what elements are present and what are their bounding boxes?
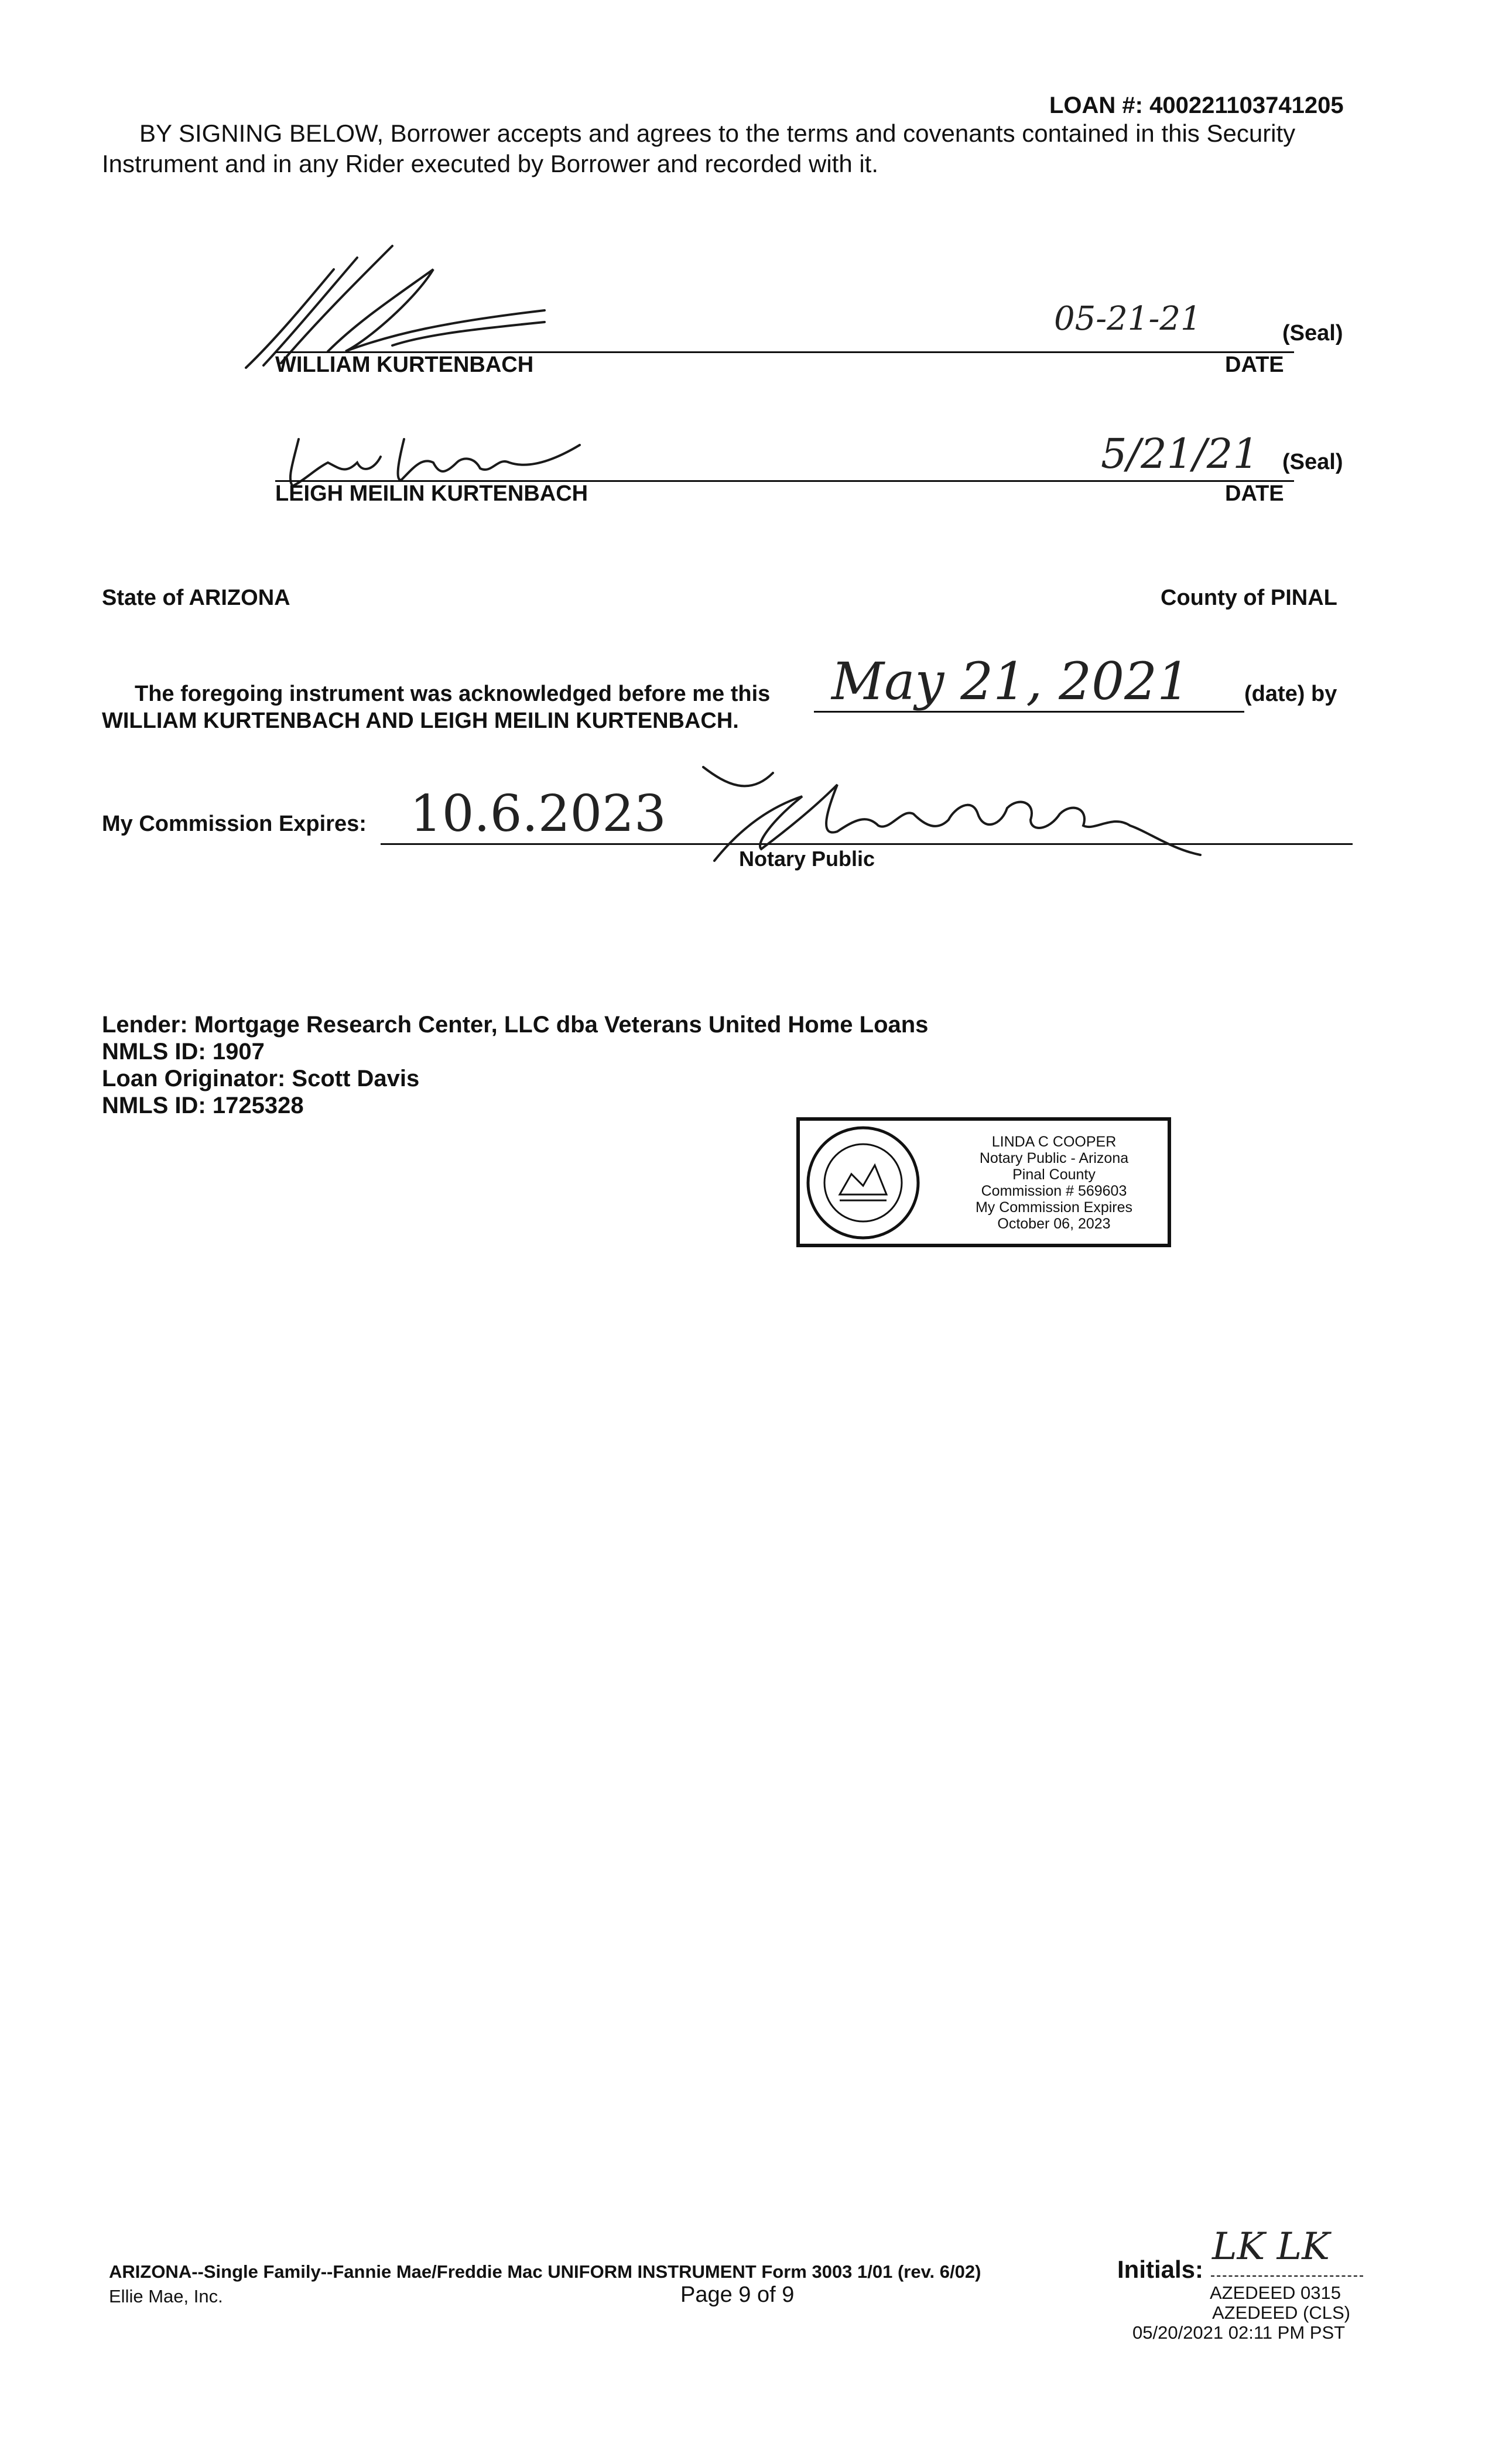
stamp-expires-date: October 06, 2023 [997,1216,1111,1232]
arizona-state-seal-icon [805,1124,922,1241]
handwritten-initials: LK LK [1212,2225,1330,2268]
form-code-1: AZEDEED 0315 [1210,2282,1341,2303]
handwritten-date-leigh: 5/21/21 [1101,430,1259,478]
stamp-notary-name: LINDA C COOPER [991,1134,1117,1150]
stamp-expires-label: My Commission Expires [975,1199,1133,1216]
intro-line-1: BY SIGNING BELOW, Borrower accepts and agrees to the terms and covenants contained in this Security [139,119,1296,147]
handwritten-date-william: 05-21-21 [1054,300,1202,338]
notary-stamp [796,1117,1177,1252]
commission-expires-label: My Commission Expires: [102,812,367,836]
form-title: ARIZONA--Single Family--Fannie Mae/Freddie Mac UNIFORM INSTRUMENT Form 3003 1/01 (rev. 6/02) [109,2261,981,2282]
loan-originator: Loan Originator: Scott Davis [102,1066,420,1091]
seal-label-william: (Seal) [1282,321,1343,345]
acknowledgment-text: The foregoing instrument was acknowledged before me this [135,682,771,706]
loan-number: LOAN #: 400221103741205 [1049,93,1344,118]
lender-nmls-id: NMLS ID: 1907 [102,1039,265,1065]
stamp-commission-number: Commission # 569603 [981,1183,1127,1199]
intro-line-2: Instrument and in any Rider executed by Borrower and recorded with it. [102,150,879,177]
signer-name-leigh: LEIGH MEILIN KURTENBACH [275,481,588,506]
county-label: County of PINAL [1161,586,1337,610]
notary-public-label: Notary Public [739,847,875,871]
form-timestamp: 05/20/2021 02:11 PM PST [1132,2322,1346,2343]
date-label-leigh: DATE [1225,481,1284,506]
seal-label-leigh: (Seal) [1282,450,1343,474]
form-vendor: Ellie Mae, Inc. [109,2286,223,2306]
notary-stamp-text [946,1134,1162,1232]
stamp-notary-title: Notary Public - Arizona [979,1150,1129,1166]
form-code-2: AZEDEED (CLS) [1212,2302,1350,2323]
date-by-label: (date) by [1244,682,1337,706]
acknowledgment-names: WILLIAM KURTENBACH AND LEIGH MEILIN KURTENBACH. [102,709,739,733]
initials-line [1211,2275,1363,2277]
originator-nmls-id: NMLS ID: 1725328 [102,1093,304,1118]
stamp-county: Pinal County [1012,1166,1096,1183]
date-label-william: DATE [1225,353,1284,377]
signer-name-william: WILLIAM KURTENBACH [275,353,534,377]
handwritten-acknowledgment-date: May 21, 2021 [831,651,1190,711]
initials-label: Initials: [1117,2256,1204,2283]
lender-line: Lender: Mortgage Research Center, LLC dba Veterans United Home Loans [102,1012,929,1038]
state-label: State of ARIZONA [102,586,290,610]
handwritten-commission-date: 10.6.2023 [410,785,666,843]
page-number: Page 9 of 9 [680,2282,795,2307]
